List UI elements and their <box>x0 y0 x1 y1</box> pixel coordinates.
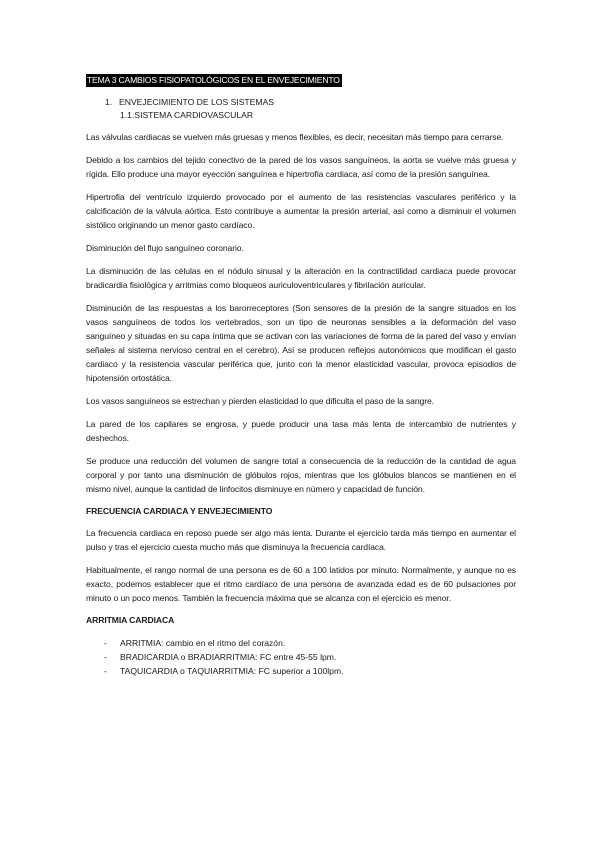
outline-item-1 <box>105 96 516 109</box>
bullet-dash: - <box>104 666 107 676</box>
outline-item-1-number: 1. <box>105 97 113 107</box>
paragraph-frecuencia-reposo: La frecuencia cardiaca en reposo puede ser algo más lenta. Durante el ejercicio tarda más tiempo en aumentar el pulso y tras el ejercicio cuesta mucho más que disminuya la frecuencia cardíaca. <box>86 528 516 552</box>
paragraph-rango-normal: Habitualmente, el rango normal de una persona es de 60 a 100 latidos por minuto. Normalmente, y aunque no es exacto, podemos establecer que el ritmo cardíaco de una persona de avanzada edad es de 60 pulsaciones por minuto o un poco menos. También la frecuencia máxima que se alcanza con el ejercicio es menor. <box>86 565 516 603</box>
list-item <box>86 636 516 650</box>
paragraph-valvulas: Las válvulas cardiacas se vuelven más gruesas y menos flexibles, es decir, necesitan más tiempo para cerrarse. <box>86 132 504 142</box>
arritmia-list <box>86 636 516 678</box>
heading-arritmia-cardiaca: ARRITMIA CARDIACA <box>86 615 175 625</box>
paragraph-capilares: La pared de los capilares se engrosa, y puede producir una tasa más lenta de intercambio de nutrientes y deshechos. <box>86 419 516 443</box>
list-item-text: TAQUICARDIA o TAQUIARRITMIA: FC superior a 100lpm. <box>120 666 344 676</box>
document-body <box>86 70 516 678</box>
paragraph-volumen-sangre: Se produce una reducción del volumen de sangre total a consecuencia de la reducción de la cantidad de agua corporal y por tanto una disminución de glóbulos rojos, mientras que los glóbulos blancos se mantienen en el mismo nivel, aunque la cantidad de linfocitos disminuye en número y capacidad de función. <box>86 456 516 494</box>
paragraph-nodulo-sinusal: La disminución de las células en el nódulo sinusal y la alteración en la contractilidad cardiaca puede provocar bradicardia fisiológica y arritmias como bloqueos auriculoventriculares y fibrilación auricular. <box>86 266 516 290</box>
document-title: TEMA 3 CAMBIOS FISIOPATOLÓGICOS EN EL ENVEJECIMIENTO <box>87 75 340 85</box>
paragraph-tejido-conectivo: Debido a los cambios del tejido conectivo de la pared de los vasos sanguíneos, la aorta se vuelve más gruesa y rígida. Ello produce una mayor eyección sanguínea e hipertrofia cardiaca, así como de la presión sanguínea. <box>86 155 516 179</box>
section-outline <box>86 96 516 121</box>
list-item-text: ARRITMIA: cambio en el ritmo del corazón. <box>120 638 286 648</box>
list-item <box>86 664 516 678</box>
list-item-text: BRADICARDIA o BRADIARRITMIA: FC entre 45-55 lpm. <box>120 652 337 662</box>
paragraph-vasos-sanguineos: Los vasos sanguíneos se estrechan y pierden elasticidad lo que dificulta el paso de la sangre. <box>86 396 434 406</box>
paragraph-hipertrofia: Hipertrofia del ventrículo izquierdo provocado por el aumento de las resistencias vasculares periférico y la calcificación de la válvula aórtica. Esto contribuye a aumentar la presión arterial, así como a disminuir el volumen sistólico originando un menor gasto cardíaco. <box>86 192 516 230</box>
paragraph-flujo-coronario: Disminución del flujo sanguíneo coronario. <box>86 243 244 253</box>
paragraph-barorreceptores: Disminución de las respuestas a los barorreceptores (Son sensores de la presión de la sangre situados en los vasos sanguíneos de todos los vertebrados, son un tipo de neuronas sensibles a la deformación del vaso sanguíneo y situadas en su capa íntima que se activan con las variaciones de forma de la pared del vaso y envían señales al sistema nervioso central en el cerebro). Así se producen reflejos autonómicos que modifican el gasto cardiaco y la resistencia vascular periférica que, junto con la menor elasticidad vascular, provoca episodios de hipotensión ortostática. <box>86 303 516 383</box>
list-item <box>86 650 516 664</box>
heading-frecuencia-cardiaca: FRECUENCIA CARDIACA Y ENVEJECIMIENTO <box>86 506 273 516</box>
outline-item-1-label: ENVEJECIMIENTO DE LOS SISTEMAS <box>119 97 275 107</box>
outline-item-1-1: 1.1.SISTEMA CARDIOVASCULAR <box>120 109 254 120</box>
title-wrapper <box>86 70 516 84</box>
bullet-dash: - <box>104 638 107 648</box>
bullet-dash: - <box>104 652 107 662</box>
